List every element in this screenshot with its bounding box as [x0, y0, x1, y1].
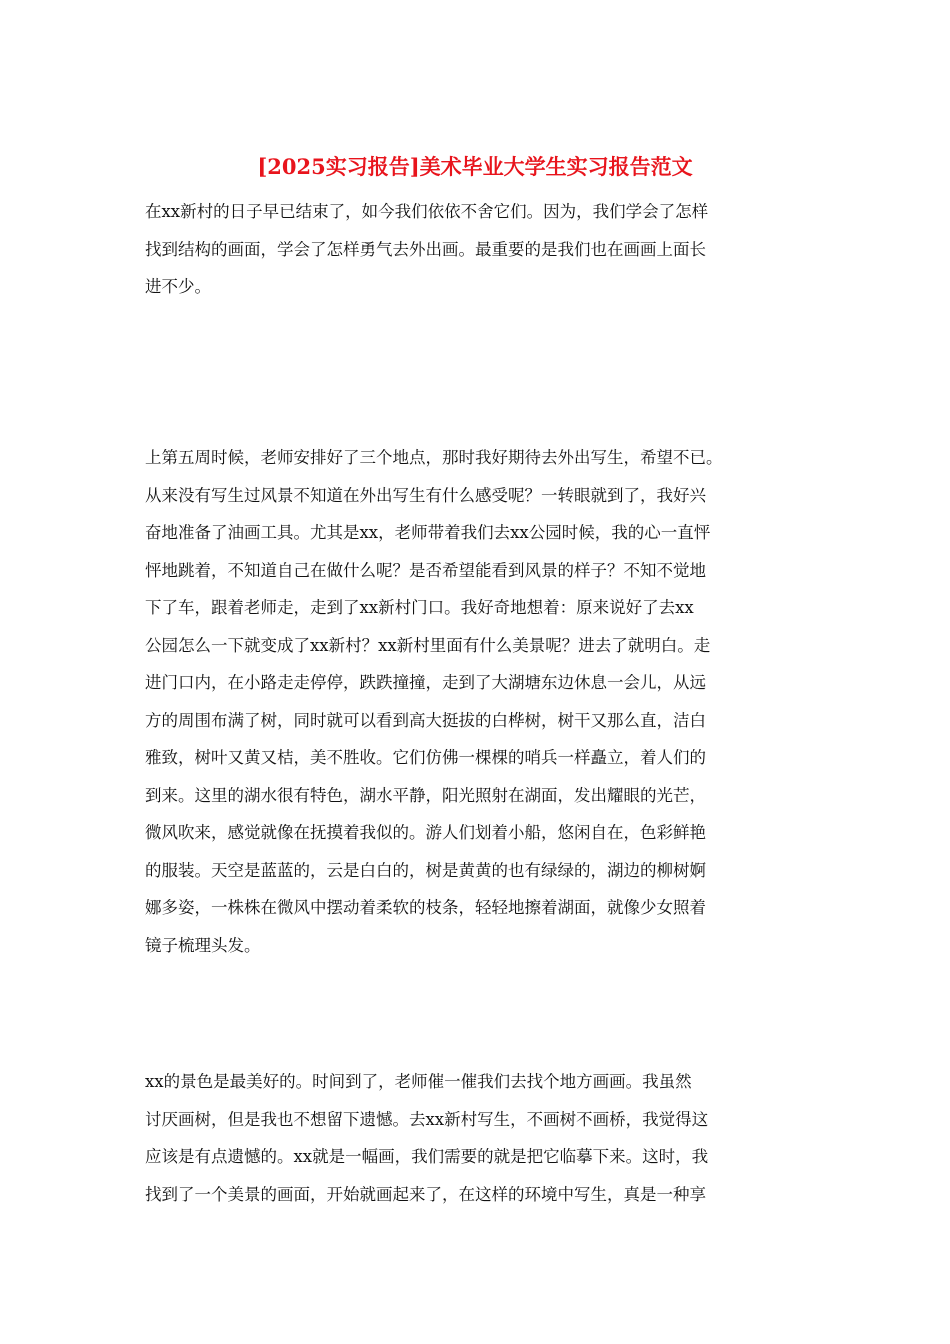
paragraph-line: 找到结构的画面，学会了怎样勇气去外出画。最重要的是我们也在画画上面长: [145, 239, 706, 259]
paragraph-line: 镜子梳理头发。: [145, 935, 261, 955]
paragraph-line: 雅致，树叶又黄又桔，美不胜收。它们仿佛一棵棵的哨兵一样矗立，着人们的: [145, 748, 706, 767]
paragraph-line: 的服装。天空是蓝蓝的，云是白白的，树是黄黄的也有绿绿的，湖边的柳树婀: [145, 860, 706, 880]
paragraph-line: 找到了一个美景的画面，开始就画起来了，在这样的环境中写生，真是一种享: [145, 1184, 706, 1204]
paragraph-line: 奋地准备了油画工具。尤其是xx，老师带着我们去xx公园时候，我的心一直怦: [145, 523, 711, 542]
paragraph-line: 上第五周时候，老师安排好了三个地点，那时我好期待去外出写生，希望不已。: [145, 448, 723, 467]
paragraph-line: xx的景色是最美好的。时间到了，老师催一催我们去找个地方画画。我虽然: [145, 1072, 692, 1091]
paragraph-line: 讨厌画树，但是我也不想留下遗憾。去xx新村写生，不画树不画桥，我觉得这: [145, 1109, 709, 1129]
document-title: [2025实习报告]美术毕业大学生实习报告范文: [257, 154, 693, 179]
paragraph-line: 娜多姿，一株株在微风中摆动着柔软的枝条，轻轻地擦着湖面，就像少女照着: [145, 898, 706, 917]
paragraph-1: [145, 193, 845, 306]
paragraph-line: 公园怎么一下就变成了xx新村？xx新村里面有什么美景呢？进去了就明白。走: [145, 635, 711, 655]
paragraph-2: [145, 439, 845, 964]
paragraph-line: 应该是有点遗憾的。xx就是一幅画，我们需要的就是把它临摹下来。这时，我: [145, 1147, 709, 1166]
paragraph-line: 从来没有写生过风景不知道在外出写生有什么感受呢？一转眼就到了，我好兴: [145, 485, 706, 505]
paragraph-line: 方的周围布满了树，同时就可以看到高大挺拔的白桦树，树干又那么直，洁白: [145, 710, 706, 730]
paragraph-line: 进不少。: [145, 277, 211, 296]
paragraph-3: [145, 1063, 845, 1213]
paragraph-line: 在xx新村的日子早已结束了，如今我们依依不舍它们。因为，我们学会了怎样: [145, 202, 709, 221]
paragraph-line: 到来。这里的湖水很有特色，湖水平静，阳光照射在湖面，发出耀眼的光芒，: [145, 785, 706, 805]
paragraph-line: 微风吹来，感觉就像在抚摸着我似的。游人们划着小船，悠闲自在，色彩鲜艳: [145, 823, 706, 842]
paragraph-line: 怦地跳着，不知道自己在做什么呢？是否希望能看到风景的样子？不知不觉地: [145, 560, 706, 580]
paragraph-line: 下了车，跟着老师走，走到了xx新村门口。我好奇地想着：原来说好了去xx: [145, 598, 694, 617]
paragraph-line: 进门口内，在小路走走停停，跌跌撞撞，走到了大湖塘东边休息一会儿，从远: [145, 673, 706, 692]
